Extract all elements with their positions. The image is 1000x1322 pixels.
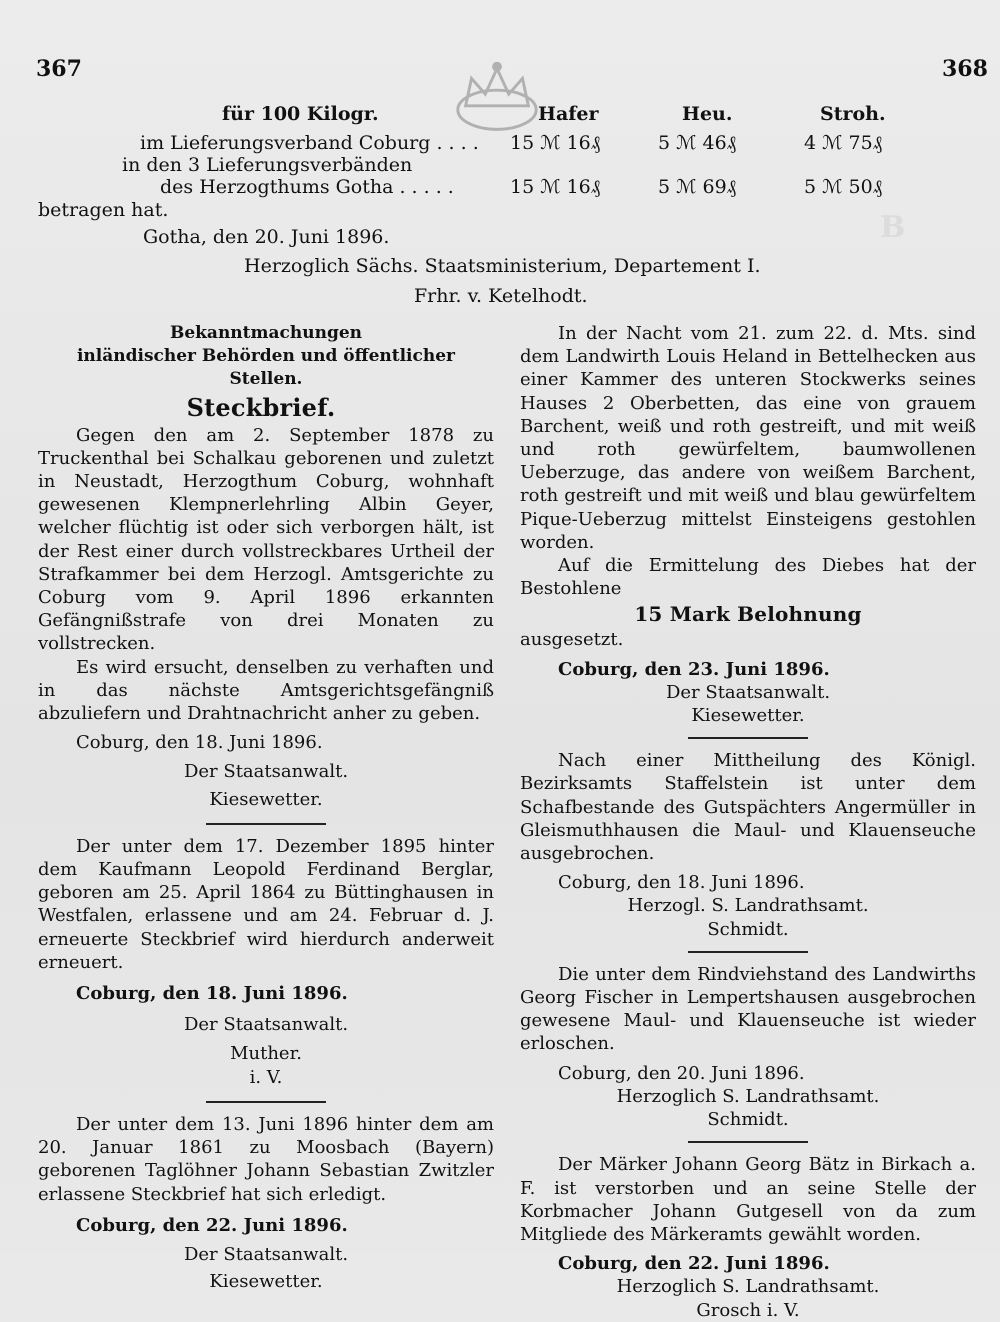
- section-heading-1: Bekanntmachungen: [169, 323, 363, 343]
- ministry-name: Herzoglich Sächs. Staatsministerium, Departement I.: [244, 255, 761, 277]
- erloschen-date: Coburg, den 20. Juni 1896.: [558, 1062, 805, 1084]
- ministry-signer: Frhr. v. Ketelhodt.: [414, 285, 588, 307]
- steckbrief-paragraph-2: Es wird ersucht, denselben zu verhaften und in das nächste Amtsgerichtsgefängniß abzuliefern und Drahtnachricht anher zu geben.: [38, 656, 494, 725]
- table-heading: für 100 Kilogr.: [222, 103, 379, 125]
- zwitzler-date: Coburg, den 22. Juni 1896.: [76, 1214, 348, 1236]
- bleed-through-text: B: [880, 210, 906, 245]
- gotha-date: Gotha, den 20. Juni 1896.: [143, 226, 390, 248]
- table-row-2-heu: 5 ℳ 69₰: [658, 176, 737, 198]
- divider: [206, 823, 326, 825]
- steckbrief-title: Steckbrief.: [186, 392, 336, 422]
- theft-office: Der Staatsanwalt.: [665, 681, 831, 703]
- berglar-office: Der Staatsanwalt.: [183, 1014, 349, 1036]
- erloschen-paragraph: Die unter dem Rindviehstand des Landwirths Georg Fischer in Lempertshausen ausgebrochen gewesene Maul- und Klauenseuche ist wieder erloschen.: [520, 963, 976, 1055]
- berglar-paragraph: Der unter dem 17. Dezember 1895 hinter dem Kaufmann Leopold Ferdinand Berglar, geboren am 25. April 1864 zu Büttinghausen in Westfalen, erlassene und am 24. Februar d. J. erneuerte Steckbrief wird hierdurch anderweit erneuert.: [38, 835, 494, 973]
- maerker-office: Herzoglich S. Landrathsamt.: [616, 1276, 880, 1298]
- table-row-2-stroh: 5 ℳ 50₰: [804, 176, 883, 198]
- steckbrief-paragraph-1: Gegen den am 2. September 1878 zu Truckenthal bei Schalkau geborenen und zuletzt in Neustadt, Herzogthum Coburg, wohnhaft gewesenen Klempnerlehrling Albin Geyer, welcher flüchtig ist oder sich verborgen hält, ist der Rest einer durch vollstreckbares Urtheil der Strafkammer bei dem Herzogl. Amtsgerichte zu Coburg vom 9. April 1896 erkannten Gefängnißstrafe von drei Monaten zu vollstrecken.: [38, 424, 494, 655]
- divider: [688, 951, 808, 953]
- theft-date: Coburg, den 23. Juni 1896.: [558, 658, 830, 680]
- column-hafer: Hafer: [538, 103, 599, 125]
- steckbrief-signature: Kiesewetter.: [209, 788, 323, 810]
- reward-amount: 15 Mark Belohnung: [634, 602, 862, 627]
- erloschen-office: Herzoglich S. Landrathsamt.: [616, 1085, 880, 1107]
- table-row-2-label-a: in den 3 Lieferungsverbänden: [122, 154, 413, 176]
- maerker-signature: Grosch i. V.: [696, 1299, 800, 1321]
- table-footer: betragen hat.: [38, 199, 169, 221]
- maerker-date: Coburg, den 22. Juni 1896.: [558, 1253, 830, 1275]
- table-row-2-label-b: des Herzogthums Gotha . . . . .: [160, 176, 454, 198]
- divider: [688, 737, 808, 739]
- seuche-paragraph: Nach einer Mittheilung des Königl. Bezirksamts Staffelstein ist unter dem Schafbestande des Gutspächters Angermüller in Gleismuthhausen die Maul- und Klauenseuche ausgebrochen.: [520, 750, 976, 865]
- table-row-1-heu: 5 ℳ 46₰: [658, 132, 737, 154]
- maerker-paragraph: Der Märker Johann Georg Bätz in Birkach a. F. ist verstorben und an seine Stelle der Korbmacher Johann Gutgesell von da zum Mitgliede des Märkeramts gewählt worden.: [520, 1154, 976, 1245]
- theft-paragraph: In der Nacht vom 21. zum 22. d. Mts. sind dem Landwirth Louis Heland in Bettelhecken aus einer Kammer des unteren Stockwerks seines Hauses 2 Oberbetten, das eine von grauem Barchent, weiß und roth gestreift, und mit weiß und roth gewürfeltem, baumwollenen Ueberzuge, das andere von weißem Barchent, roth gestreift und mit weiß und blau gewürfeltem Pique-Ueberzug mittelst Einsteigens gestohlen worden.: [520, 323, 976, 553]
- page-number-left: 367: [36, 56, 82, 82]
- table-row-2-hafer: 15 ℳ 16₰: [510, 176, 601, 198]
- column-stroh: Stroh.: [820, 103, 886, 125]
- berglar-date: Coburg, den 18. Juni 1896.: [76, 983, 348, 1005]
- berglar-signature: Muther.: [230, 1043, 302, 1065]
- section-heading-2: inländischer Behörden und öffentlicher Stellen.: [76, 346, 456, 390]
- crown-emblem: [448, 58, 546, 138]
- zwitzler-office: Der Staatsanwalt.: [183, 1243, 349, 1265]
- seuche-signature: Schmidt.: [707, 918, 789, 940]
- steckbrief-date: Coburg, den 18. Juni 1896.: [76, 732, 323, 754]
- reward-end: ausgesetzt.: [520, 629, 624, 651]
- right-column: [520, 322, 976, 1322]
- table-row-1-stroh: 4 ℳ 75₰: [804, 132, 883, 154]
- table-row-1-hafer: 15 ℳ 16₰: [510, 132, 601, 154]
- left-column: [38, 322, 494, 1293]
- erloschen-signature: Schmidt.: [707, 1109, 789, 1131]
- table-row-1-label: im Lieferungsverband Coburg . . . .: [140, 132, 479, 154]
- divider: [206, 1101, 326, 1103]
- divider: [688, 1141, 808, 1143]
- reward-intro: Auf die Ermittelung des Diebes hat der Bestohlene: [520, 555, 976, 600]
- seuche-date: Coburg, den 18. Juni 1896.: [558, 872, 805, 894]
- page-number-right: 368: [942, 56, 988, 82]
- seuche-office: Herzogl. S. Landrathsamt.: [627, 895, 869, 917]
- column-heu: Heu.: [682, 103, 733, 125]
- berglar-signature-note: i. V.: [249, 1066, 283, 1088]
- zwitzler-paragraph: Der unter dem 13. Juni 1896 hinter dem am 20. Januar 1861 zu Moosbach (Bayern) geborenen Taglöhner Johann Sebastian Zwitzler erlassene Steckbrief hat sich erledigt.: [38, 1113, 494, 1205]
- theft-signature: Kiesewetter.: [691, 705, 805, 727]
- steckbrief-office: Der Staatsanwalt.: [183, 761, 349, 783]
- zwitzler-signature: Kiesewetter.: [209, 1271, 323, 1293]
